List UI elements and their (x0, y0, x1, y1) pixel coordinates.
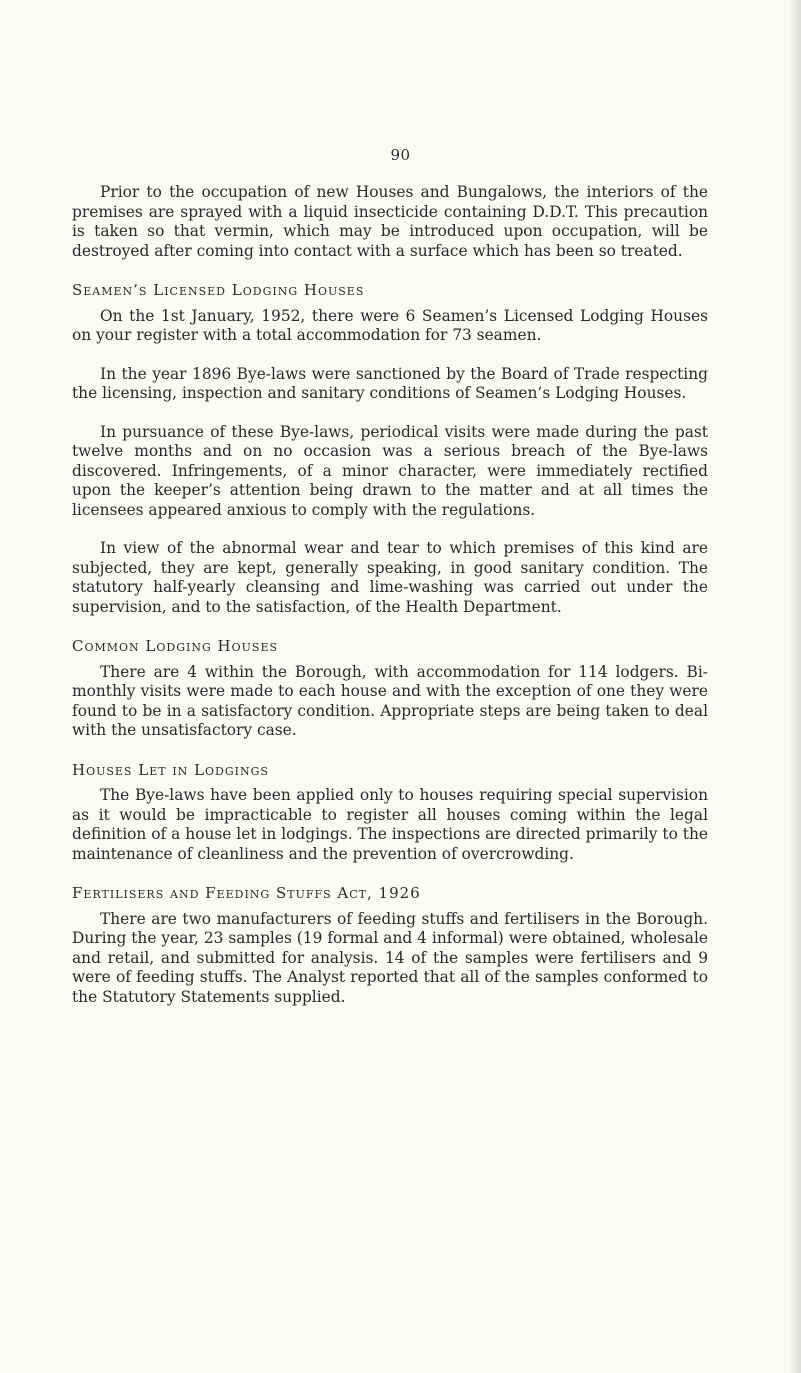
heading-houses-let-in-lodgings: Houses Let in Lodgings (72, 760, 269, 779)
page-edge-shadow (789, 0, 801, 1373)
paragraph-bye-laws-1896: In the year 1896 Bye-laws were sanctioned by the Board of Trade respecting the licensing, inspection and sanitary conditions of Seamen’s Lodging Houses. (72, 364, 708, 402)
heading-fertilisers-act: Fertilisers and Feeding Stuffs Act, 1926 (72, 884, 421, 902)
page-number: 90 (390, 146, 411, 164)
paragraph-houses-let: The Bye-laws have been applied only to houses requiring special supervision as it would be impracticable to register all houses coming within the legal definition of a house let in lodgings. The inspections are directed primarily to the maintenance of cleanliness and the prevention of overcrowding. (72, 786, 708, 863)
paragraph-common-lodging: There are 4 within the Borough, with accommodation for 114 lodgers. Bi-monthly visits were made to each house and with the exception of one they were found to be in a satisfactory condition. Appropriate steps are being taken to deal with the unsatisfactory case. (72, 662, 708, 739)
page-body (72, 183, 708, 1007)
paragraph-periodical-visits: In pursuance of these Bye-laws, periodical visits were made during the past twelve months and on no occasion was a serious breach of the Bye-laws discovered. Infringements, of a minor character, were immediately rectified upon the keeper’s attention being drawn to the matter and at all times the licensees appeared anxious to comply with the regulations. (72, 422, 708, 519)
heading-seamens-lodging-houses: Seamen’s Licensed Lodging Houses (72, 281, 365, 299)
paragraph-insecticide-spraying: Prior to the occupation of new Houses and Bungalows, the interiors of the premises are sprayed with a liquid insecticide containing D.D.T. This precaution is taken so that vermin, which may be introduced upon occupation, will be destroyed after coming into contact with a surface which has been so treated. (72, 183, 708, 260)
paragraph-fertilisers-samples: There are two manufacturers of feeding stuffs and fertilisers in the Borough. During the year, 23 samples (19 formal and 4 informal) were obtained, wholesale and retail, and submitted for analysis. 14 of the samples were fertilisers and 9 were of feeding stuffs. The Analyst reported that all of the samples conformed to the Statutory Statements supplied. (72, 909, 708, 1006)
heading-common-lodging-houses: Common Lodging Houses (72, 637, 279, 655)
paragraph-seamens-register: On the 1st January, 1952, there were 6 Seamen’s Licensed Lodging Houses on your register with a total accommodation for 73 seamen. (72, 306, 708, 344)
paragraph-sanitary-condition: In view of the abnormal wear and tear to which premises of this kind are subjected, they are kept, generally speaking, in good sanitary condition. The statutory half-yearly cleansing and lime-washing was carried out under the supervision, and to the satisfaction, of the Health Department. (72, 539, 708, 616)
